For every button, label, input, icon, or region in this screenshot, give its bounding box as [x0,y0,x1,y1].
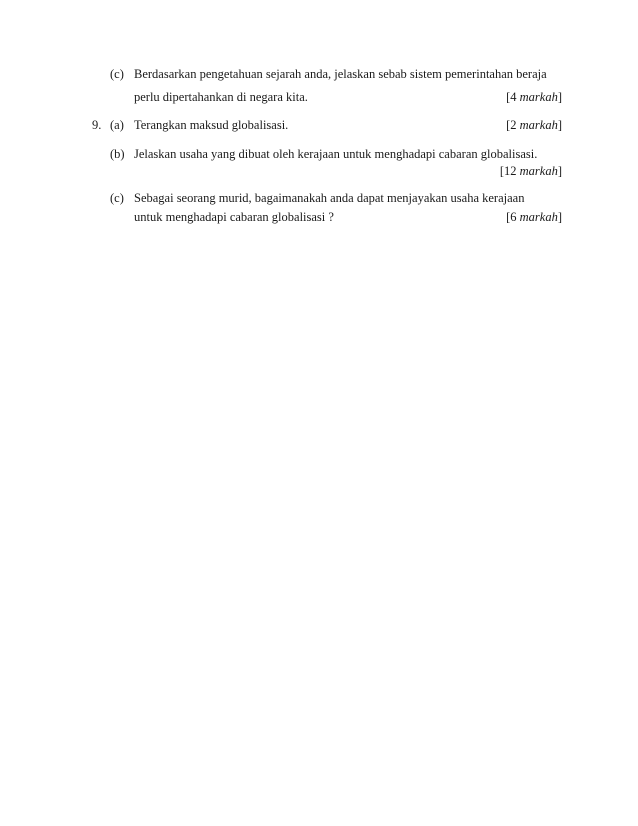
question-label: (a) [110,118,124,132]
question-text-line1: Jelaskan usaha yang dibuat oleh kerajaan untuk menghadapi cabaran globalisasi. [134,147,538,161]
question-text-line2: untuk menghadapi cabaran globalisasi ? [134,210,334,224]
question-text-line1: Terangkan maksud globalisasi. [134,118,289,132]
question-label: (c) [110,67,124,81]
question-number: 9. [92,118,102,132]
marks-allocation: [2 markah] [506,118,562,132]
marks-allocation: [12 markah] [499,164,562,178]
marks-allocation: [4 markah] [506,90,562,104]
question-label: (b) [110,147,125,161]
question-label: (c) [110,191,124,205]
marks-allocation: [6 markah] [506,210,562,224]
question-text-line1: Berdasarkan pengetahuan sejarah anda, jelaskan sebab sistem pemerintahan beraja [134,67,547,81]
question-text-line2: perlu dipertahankan di negara kita. [134,90,308,104]
question-text-line1: Sebagai seorang murid, bagaimanakah anda dapat menjayakan usaha kerajaan [134,191,525,205]
